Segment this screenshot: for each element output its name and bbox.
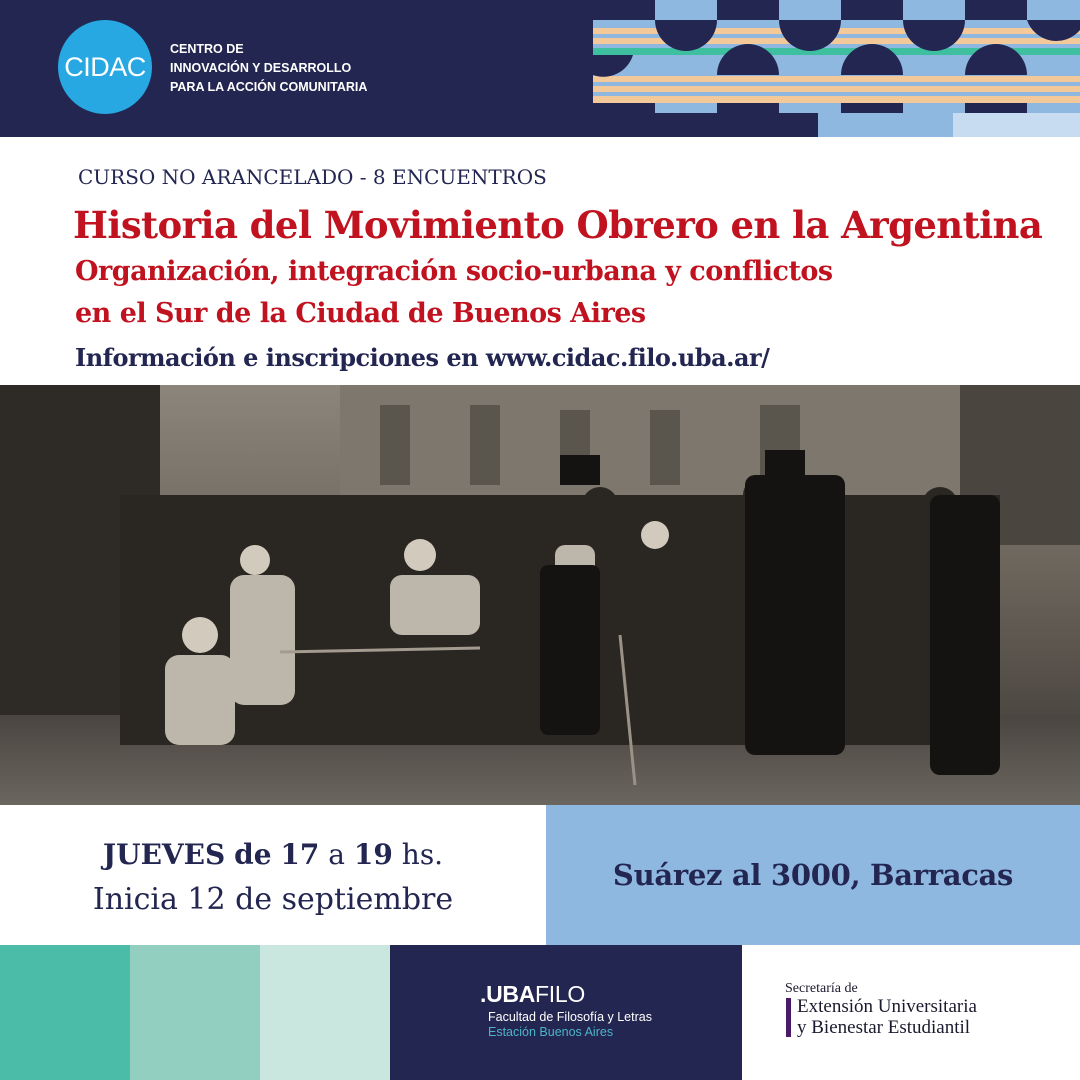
course-subtitle: Organización, integración socio-urbana y conflictos — [75, 256, 833, 287]
course-type: CURSO NO ARANCELADO - 8 ENCUENTROS — [78, 165, 547, 189]
schedule-start: 17 — [280, 838, 320, 871]
historic-crowd-photo — [0, 385, 1080, 805]
secretaria-bar — [786, 998, 791, 1037]
station-name: Estación Buenos Aires — [488, 1025, 614, 1039]
location-block — [546, 805, 1080, 945]
org-name — [170, 40, 367, 97]
schedule-end: 19 — [353, 838, 393, 871]
secretaria-line1: Extensión Universitaria — [797, 996, 977, 1017]
color-swatch — [260, 945, 390, 1080]
uba-bold: UBA — [486, 981, 536, 1007]
color-swatch — [130, 945, 260, 1080]
uba-dot: . — [480, 981, 487, 1007]
course-title: Historia del Movimiento Obrero en la Argentina — [73, 203, 1043, 247]
secretaria-line2: y Bienestar Estudiantil — [797, 1017, 971, 1038]
schedule-day: JUEVES — [102, 838, 226, 871]
faculty-name: Facultad de Filosofía y Letras — [488, 1010, 652, 1024]
start-date: Inicia 12 de septiembre — [92, 882, 454, 917]
location-text: Suárez al 3000, Barracas — [612, 858, 1014, 892]
schedule-block — [0, 805, 546, 945]
course-subtitle: en el Sur de la Ciudad de Buenos Aires — [75, 298, 646, 329]
schedule-hs: hs. — [401, 838, 444, 871]
color-swatch — [0, 945, 130, 1080]
uba-filo-logo — [480, 981, 585, 1008]
org-name-line: PARA LA ACCIÓN COMUNITARIA — [170, 80, 368, 94]
schedule-a: a — [328, 838, 345, 871]
schedule-de: de — [234, 838, 272, 871]
secretaria-label: Secretaría de — [785, 981, 858, 996]
schedule-time — [0, 838, 546, 871]
org-name-line: INNOVACIÓN Y DESARROLLO — [170, 61, 352, 75]
org-name-line: CENTRO DE — [170, 42, 244, 56]
uba-light: FILO — [535, 981, 585, 1007]
cidac-logo: CIDAC — [58, 20, 152, 114]
geometric-pattern — [593, 0, 1080, 137]
registration-info[interactable]: Información e inscripciones en www.cidac.filo.uba.ar/ — [75, 343, 770, 372]
